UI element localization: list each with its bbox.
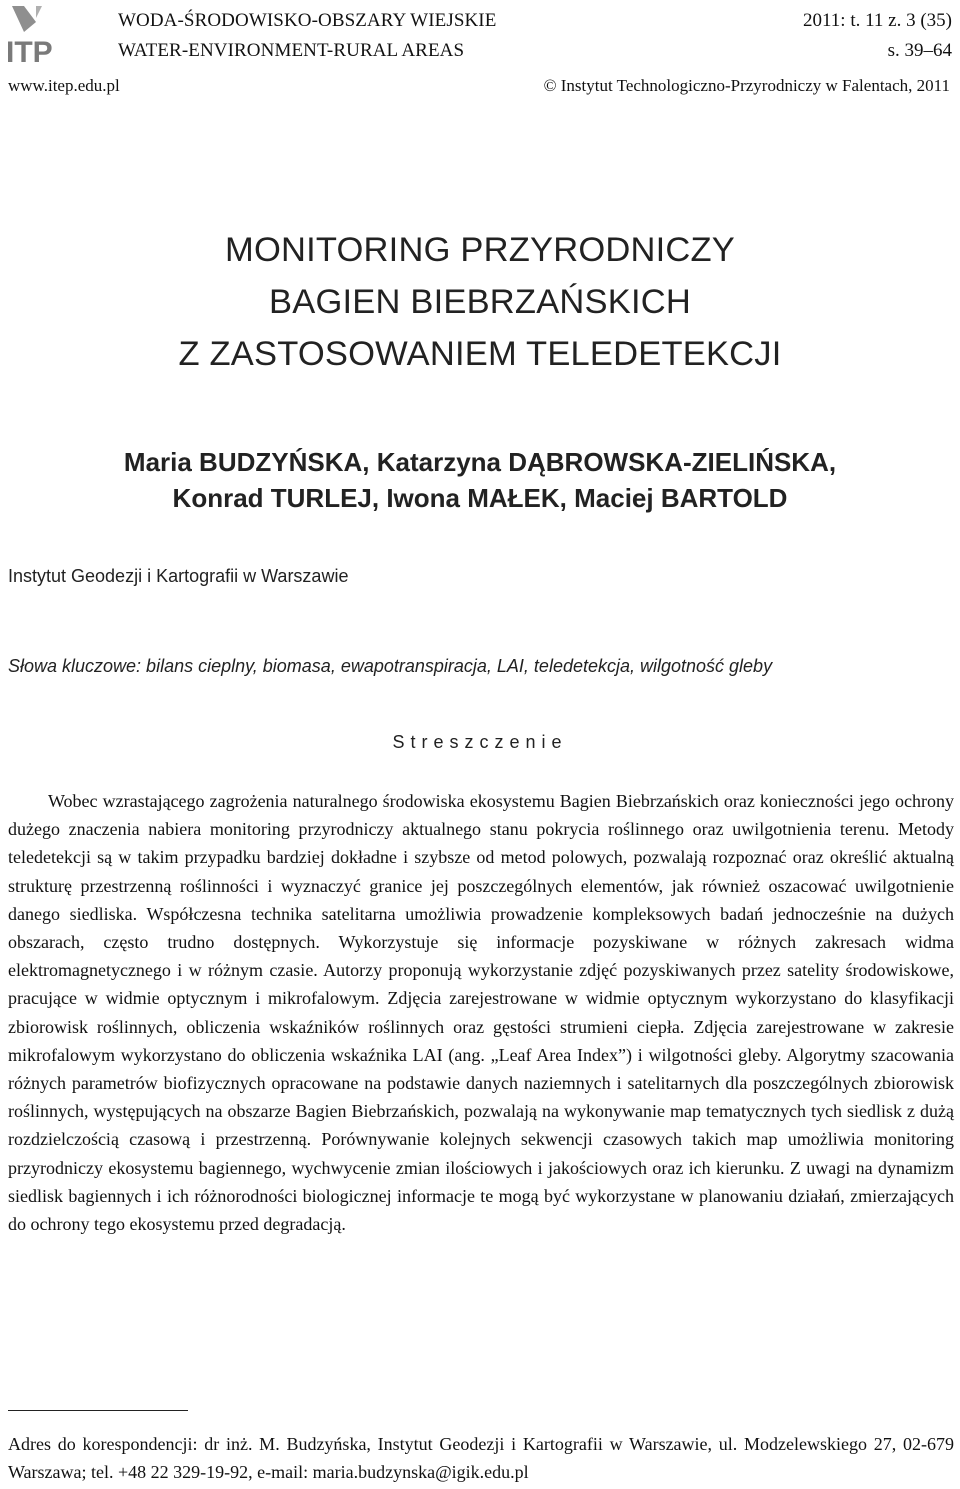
logo-text: ITP: [6, 36, 53, 64]
author-line: Konrad TURLEJ, Iwona MAŁEK, Maciej BARTOLD: [172, 483, 788, 513]
copyright-notice: © Instytut Technologiczno-Przyrodniczy w Falentach, 2011: [543, 76, 950, 95]
title-line: MONITORING PRZYRODNICZY: [225, 231, 735, 269]
article-title: [0, 224, 960, 380]
itp-logo: [6, 2, 90, 64]
title-line: BAGIEN BIEBRZAŃSKICH: [269, 283, 691, 321]
journal-name: [118, 6, 496, 66]
author-line: Maria BUDZYŃSKA, Katarzyna DĄBROWSKA-ZIELIŃSKA,: [123, 447, 837, 477]
issue-number: 2011: t. 11 z. 3 (35): [803, 10, 952, 31]
issue-info: [803, 6, 952, 66]
journal-name-en: WATER-ENVIRONMENT-RURAL AREAS: [118, 40, 465, 61]
abstract-text: Wobec wzrastającego zagrożenia naturalnego środowiska ekosystemu Bagien Biebrzańskich oraz konieczności jego ochrony dużego znaczenia nabiera monitoring przyrodniczy aktualnego stanu pokrycia roślinnego oraz uwilgotnienia terenu. Metody teledetekcji są w takim przypadku bardziej dokładne i szybsze od metod polowych, pozwalają rozpoznać oraz określić aktualną strukturę przestrzenną roślinności i wyznaczyć granice jej poszczególnych elementów, jak również oszacować uwilgotnienie danego siedliska. Współczesna technika satelitarna umożliwia prowadzenie kompleksowych badań jednocześnie na dużych obszarach, często trudno dostępnych. Wykorzystuje się informacje pozyskiwane w różnych zakresach widma elektromagnetycznego i w różnym czasie. Autorzy proponują wykorzystanie zdjęć pozyskiwanych przez satelity środowiskowe, pracujące w widmie optycznym i mikrofalowym. Zdjęcia zarejestrowane w widmie optycznym wykorzystano do klasyfikacji zbiorowisk roślinnych, obliczenia wskaźników roślinnych oraz gęstości strumieni ciepła. Zdjęcia zarejestrowane w zakresie mikrofalowym wykorzystano do obliczenia wskaźnika LAI (ang. „Leaf Area Index”) i wilgotności gleby. Algorytmy szacowania różnych parametrów biofizycznych opracowane na podstawie danych naziemnych i satelitarnych dla poszczególnych zbiorowisk roślinnych, występujących na obszarze Bagien Biebrzańskich, pozwalają na wykonywanie map tematycznych tych siedlisk z dużą rozdzielczością czasową i przestrzenną. Porównywanie kolejnych sekwencji czasowych takich map umożliwia monitoring przyrodniczy ekosystemu bagiennego, wychwycenie zmian ilościowych i jakościowych oraz ich kierunku. Z uwagi na dynamizm siedlisk bagiennych i ich różnorodności biologicznej informacje te mogą być wykorzystane w planowaniu działań, zmierzających do ochrony tego ekosystemu przed degradacją.: [8, 791, 954, 1235]
website-link[interactable]: www.itep.edu.pl: [8, 76, 120, 95]
correspondence-address: Adres do korespondencji: dr inż. M. Budzyńska, Instytut Geodezji i Kartografii w Warszawie, ul. Modzelewskiego 27, 02-679 Warszawa; tel. +48 22 329-19-92, e-mail: maria.budzynska@igik.edu.pl: [8, 1434, 954, 1482]
footnote-divider: [8, 1410, 188, 1411]
journal-name-pl: WODA-ŚRODOWISKO-OBSZARY WIEJSKIE: [118, 10, 497, 31]
abstract-heading: Streszczenie: [392, 732, 568, 752]
keywords: Słowa kluczowe: bilans cieplny, biomasa, ewapotranspiracja, LAI, teledetekcja, wilgotność gleby: [8, 656, 773, 676]
affiliation: Instytut Geodezji i Kartografii w Warszawie: [8, 566, 349, 586]
title-line: Z ZASTOSOWANIEM TELEDETEKCJI: [178, 335, 782, 373]
page-range: s. 39–64: [887, 40, 952, 61]
author-list: [0, 444, 960, 516]
